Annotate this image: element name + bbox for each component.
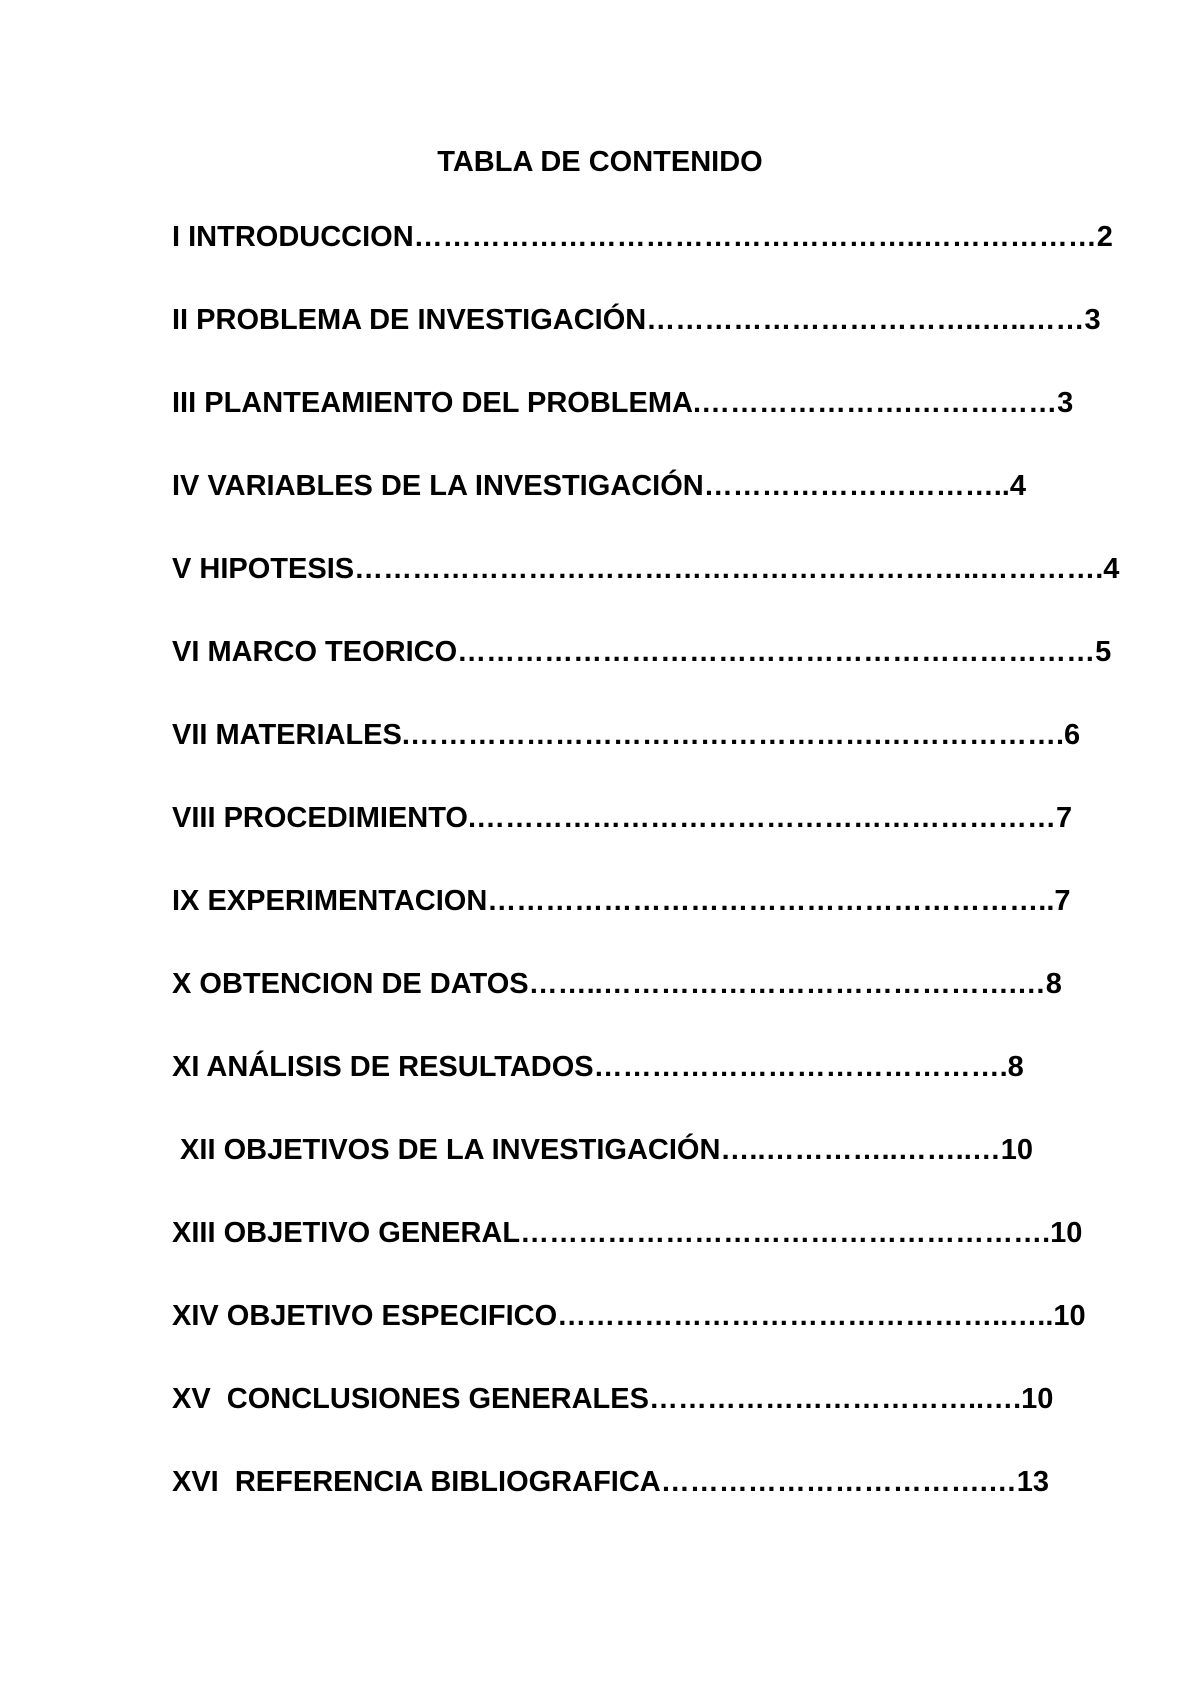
- toc-entry-page: 10: [1050, 1217, 1083, 1249]
- toc-entry-page: 8: [1045, 968, 1062, 1000]
- toc-entry: [172, 553, 1120, 637]
- toc-entry-page: 8: [1007, 1051, 1024, 1083]
- toc-entry-label: I INTRODUCCION: [172, 221, 414, 253]
- toc-entry-label: III PLANTEAMIENTO DEL PROBLEMA.: [172, 387, 702, 419]
- toc-entry-label: V HIPOTESIS: [172, 553, 355, 585]
- toc-entry: [172, 802, 1073, 886]
- toc-entry-leader: …………………………………….: [593, 1051, 1008, 1083]
- toc-entry-label: VII MATERIALES.: [172, 719, 410, 751]
- toc-entry: [172, 1135, 1052, 1218]
- toc-entry-page: 7: [1054, 885, 1071, 917]
- toc-entry: [172, 1467, 1052, 1550]
- toc-entry-leader: …..…………..……..…: [720, 1134, 1001, 1166]
- toc-entry-leader: ……..…………………………………….…: [528, 968, 1046, 1000]
- toc-entry: [172, 1300, 1086, 1384]
- toc-entry-leader: …………………………………………………………: [457, 636, 1096, 668]
- toc-entry: [172, 221, 1113, 305]
- toc-entry-leader: ………………………………………….……………….: [409, 719, 1065, 751]
- toc-entry-page: 10: [1021, 1383, 1054, 1415]
- toc-entry-leader: …………………………..: [703, 470, 1010, 502]
- toc-entry-label: XVI REFERENCIA BIBLIOGRAFICA: [172, 1466, 661, 1498]
- toc-entry-page: 6: [1064, 719, 1081, 751]
- toc-entry-page: 2: [1096, 221, 1113, 253]
- toc-entry-label: XIV OBJETIVO ESPECIFICO: [172, 1300, 558, 1332]
- toc-entry: [172, 636, 1112, 720]
- toc-entry-page: 3: [1084, 304, 1101, 336]
- toc-entry-label: IV VARIABLES DE LA INVESTIGACIÓN: [172, 470, 704, 502]
- toc-entry-label: VIII PROCEDIMIENTO.: [172, 802, 477, 834]
- toc-entry-leader: ……………………………..….: [648, 1383, 1022, 1415]
- toc-entry-leader: …………………………….…: [660, 1466, 1017, 1498]
- toc-entry: [172, 968, 1062, 1052]
- toc-entry-leader: ……………………………………………….: [520, 1217, 1051, 1249]
- toc-entry-leader: ………………………………………………………..………….: [354, 553, 1104, 585]
- toc-entry-leader: ………………………………………..…..: [557, 1300, 1054, 1332]
- toc-entry-page: 13: [1016, 1466, 1050, 1498]
- toc-entry: [172, 1052, 1052, 1135]
- toc-entry-label: VI MARCO TEORICO: [172, 636, 458, 668]
- toc-entry-page: 10: [1053, 1300, 1086, 1332]
- toc-entry-leader: ……………………………………………..………………: [413, 221, 1097, 253]
- toc-entry-leader: ……………………………………………………: [476, 802, 1057, 834]
- toc-entry-page: 4: [1009, 470, 1026, 502]
- toc-entry: [172, 719, 1081, 803]
- toc-entry-page: 10: [1000, 1134, 1034, 1166]
- page-title: TABLA DE CONTENIDO: [437, 146, 763, 178]
- toc-entry: [172, 885, 1071, 969]
- toc-entry-label: XI ANÁLISIS DE RESULTADOS: [172, 1051, 594, 1083]
- toc-entry-leader: ……………………………..…..……: [646, 304, 1085, 336]
- toc-entry: [172, 387, 1074, 471]
- toc-entry-leader: …………………………………………………..: [487, 885, 1055, 917]
- toc-entry-leader: ………………….……………: [701, 387, 1058, 419]
- toc-entry: [172, 471, 1052, 554]
- table-of-contents: [172, 221, 1120, 1550]
- toc-entry-label: II PROBLEMA DE INVESTIGACIÓN: [172, 304, 647, 336]
- toc-entry: [172, 1217, 1083, 1301]
- toc-entry-label: X OBTENCION DE DATOS: [172, 968, 529, 1000]
- toc-entry-label: XIII OBJETIVO GENERAL: [172, 1217, 521, 1249]
- toc-entry-page: 4: [1103, 553, 1120, 585]
- toc-entry: [172, 1384, 1052, 1467]
- toc-entry-label: XV CONCLUSIONES GENERALES: [172, 1383, 649, 1415]
- toc-entry-page: 7: [1056, 802, 1073, 834]
- toc-entry: [172, 304, 1101, 388]
- toc-entry-page: 5: [1095, 636, 1112, 668]
- toc-entry-label: IX EXPERIMENTACION: [172, 885, 488, 917]
- toc-entry-label: XII OBJETIVOS DE LA INVESTIGACIÓN: [172, 1134, 721, 1166]
- toc-entry-page: 3: [1057, 387, 1074, 419]
